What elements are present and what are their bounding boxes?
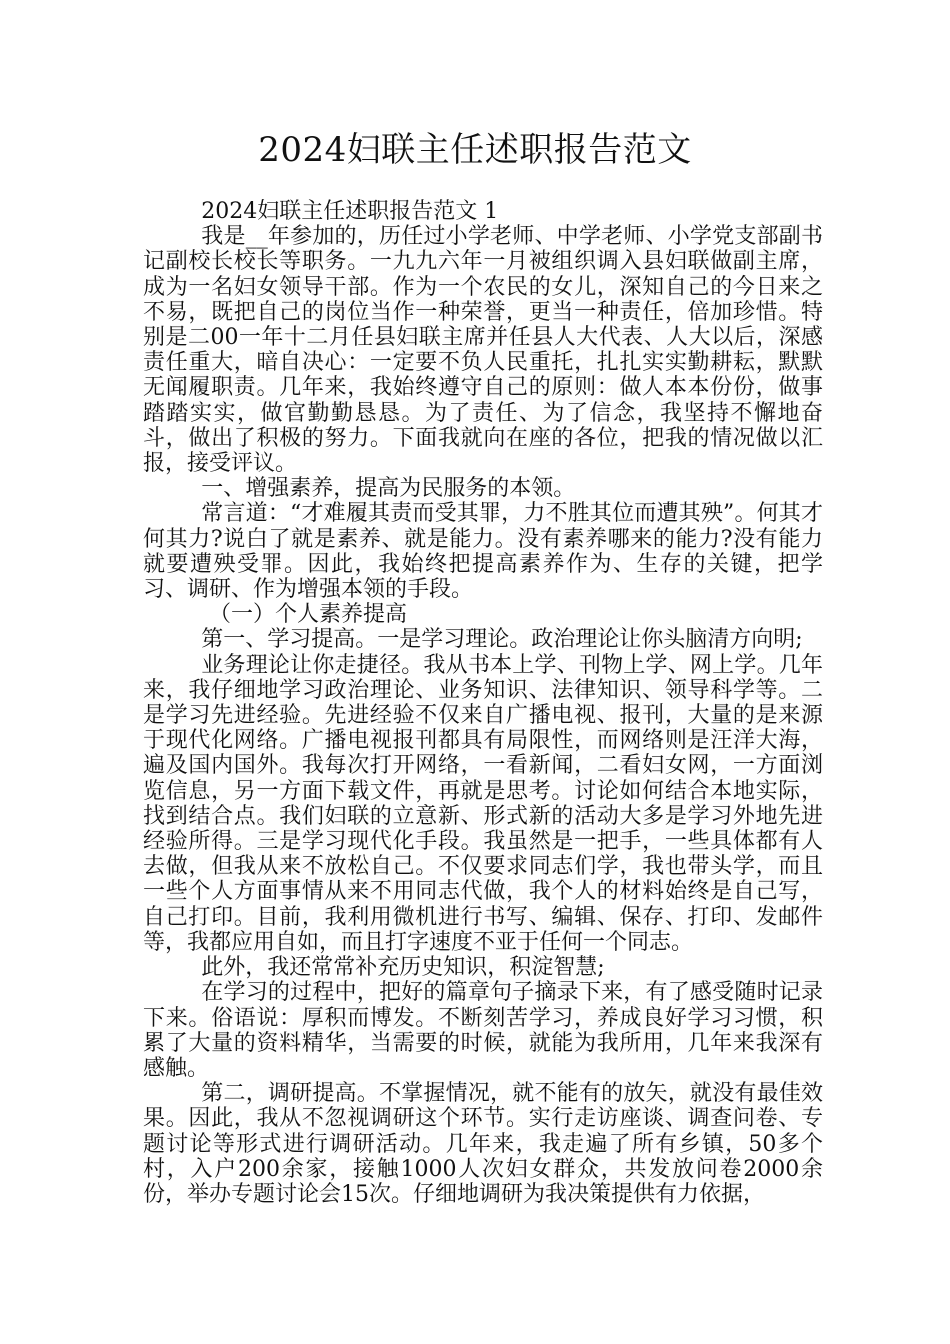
body-paragraph: 在学习的过程中，把好的篇章句子摘录下来，有了感受随时记录下来。俗语说：厚积而博发。不断刻苦学习，养成良好学习习惯，积累了大量的资料精华，当需要的时候，就能为我所用，几年来我深有感触。 bbox=[143, 980, 823, 1081]
body-paragraph: 常言道：“才难履其责而受其罪，力不胜其位而遭其殃”。何其才何其力?说白了就是素养、就是能力。没有素养哪来的能力?没有能力就要遭殃受罪。因此，我始终把提高素养作为、生存的关键，把学习、调研、作为增强本领的手段。 bbox=[143, 501, 823, 603]
body-paragraph: 第二，调研提高。不掌握情况，就不能有的放矢，就没有最佳效果。因此，我从不忽视调研这个环节。实行走访座谈、调查问卷、专题讨论等形式进行调研活动。几年来，我走遍了所有乡镇，50多个村，入户200余家，接触1000人次妇女群众，共发放问卷2000余份，举办专题讨论会15次。仔细地调研为我决策提供有力依据， bbox=[143, 1081, 823, 1207]
document-body bbox=[143, 199, 823, 1207]
section-heading: 一、增强素养，提高为民服务的本领。 bbox=[201, 476, 576, 502]
subsection-heading: （一）个人素养提高 bbox=[209, 602, 408, 628]
body-paragraph: 第一、学习提高。一是学习理论。政治理论让你头脑清方向明; bbox=[201, 627, 803, 653]
body-paragraph: 业务理论让你走捷径。我从书本上学、刊物上学、网上学。几年来，我仔细地学习政治理论、业务知识、法律知识、领导科学等。二是学习先进经验。先进经验不仅来自广播电视、报刊，大量的是来源于现代化网络。广播电视报刊都具有局限性，而网络则是汪洋大海，遍及国内国外。我每次打开网络，一看新闻，二看妇女网，一方面浏览信息，另一方面下载文件，再就是思考。讨论如何结合本地实际，找到结合点。我们妇联的立意新、形式新的活动大多是学习外地先进经验所得。三是学习现代化手段。我虽然是一把手，一些具体都有人去做，但我从来不放松自己。不仅要求同志们学，我也带头学，而且一些个人方面事情从来不用同志代做，我个人的材料始终是自己写，自己打印。目前，我利用微机进行书写、编辑、保存、打印、发邮件等，我都应用自如，而且打字速度不亚于任何一个同志。 bbox=[143, 652, 823, 955]
document-title: 2024妇联主任述职报告范文 bbox=[258, 130, 692, 170]
body-paragraph: 此外，我还常常补充历史知识，积淀智慧; bbox=[201, 955, 605, 981]
section-heading: 2024妇联主任述职报告范文 1 bbox=[201, 199, 499, 224]
body-paragraph: 我是__年参加的，历任过小学老师、中学老师、小学党支部副书记副校长校长等职务。一九九六年一月被组织调入县妇联做副主席，成为一名妇女领导干部。作为一个农民的女儿，深知自己的今日来之不易，既把自己的岗位当作一种荣誉，更当一种责任，倍加珍惜。特别是二00一年十二月任县妇联主席并任县人大代表、人大以后，深感责任重大，暗自决心：一定要不负人民重托，扎扎实实勤耕耘，默默无闻履职责。几年来，我始终遵守自己的原则：做人本本份份，做事踏踏实实，做官勤勤恳恳。为了责任、为了信念，我坚持不懈地奋斗，做出了积极的努力。下面我就向在座的各位，把我的情况做以汇报，接受评议。 bbox=[143, 224, 823, 477]
